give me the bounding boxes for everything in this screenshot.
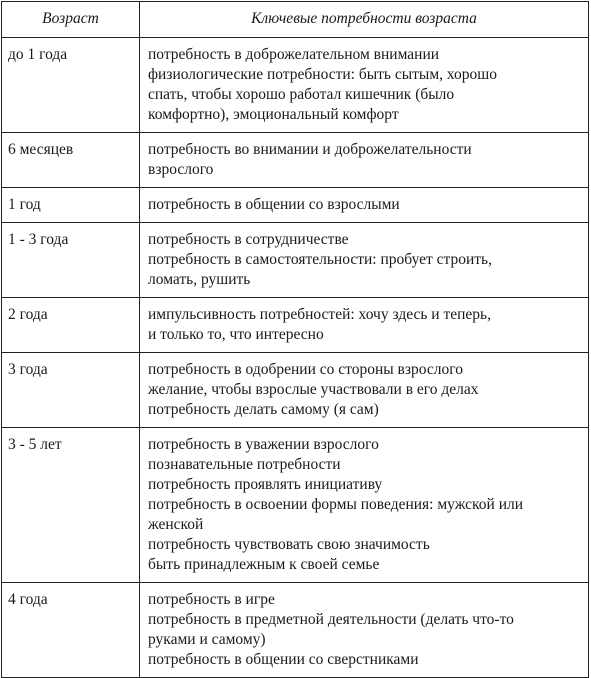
needs-line: потребность во внимании и доброжелательности [148,141,472,158]
needs-line: потребность в доброжелательном внимании [148,46,440,63]
table-body [2,38,589,678]
needs-line: потребность в освоении формы поведения: мужской или [148,496,524,513]
table-row [2,133,589,188]
needs-cell [140,38,589,133]
needs-line: желание, чтобы взрослые участвовали в его делах [148,381,479,398]
table-row [2,223,589,298]
needs-line: женской [148,516,204,533]
needs-line: потребность в одобрении со стороны взрослого [148,361,463,378]
needs-line: импульсивность потребностей: хочу здесь и теперь, [148,306,491,323]
needs-line: спать, чтобы хорошо работал кишечник (было [148,86,455,103]
needs-cell [140,428,589,583]
table-row [2,298,589,353]
needs-line: потребность в общении со сверстниками [148,651,419,668]
needs-line: потребность в сотрудничестве [148,231,349,248]
age-cell: 3 - 5 лет [2,428,140,583]
age-cell: 3 года [2,353,140,428]
needs-column-header: Ключевые потребности возраста [140,2,589,38]
age-cell: до 1 года [2,38,140,133]
table-row [2,353,589,428]
age-column-header: Возраст [2,2,140,38]
needs-line: комфортно), эмоциональный комфорт [148,106,399,123]
needs-line: познавательные потребности [148,456,341,473]
table-row [2,583,589,678]
needs-line: потребность в общении со взрослыми [148,196,400,213]
age-needs-table [1,1,589,678]
age-cell: 6 месяцев [2,133,140,188]
needs-line: быть принадлежным к своей семье [148,556,380,573]
needs-cell [140,353,589,428]
needs-line: взрослого [148,161,214,178]
table-header-row [2,2,589,38]
needs-cell [140,223,589,298]
needs-cell [140,133,589,188]
needs-line: потребность проявлять инициативу [148,476,383,493]
age-cell: 2 года [2,298,140,353]
needs-line: ломать, рушить [148,271,251,288]
needs-line: потребность в предметной деятельности (делать что-то [148,611,514,628]
needs-line: физиологические потребности: быть сытым, хорошо [148,66,497,83]
age-cell: 1 год [2,188,140,223]
needs-line: потребность чувствовать свою значимость [148,536,430,553]
table-row [2,188,589,223]
needs-cell [140,188,589,223]
needs-line: руками и самому) [148,631,266,648]
needs-cell [140,583,589,678]
needs-line: потребность в уважении взрослого [148,436,379,453]
needs-line: потребность в самостоятельности: пробует строить, [148,251,493,268]
table-row [2,38,589,133]
table-row [2,428,589,583]
age-cell: 4 года [2,583,140,678]
needs-line: потребность в игре [148,591,275,608]
needs-line: и только то, что интересно [148,326,324,343]
age-cell: 1 - 3 года [2,223,140,298]
needs-cell [140,298,589,353]
needs-line: потребность делать самому (я сам) [148,401,379,418]
